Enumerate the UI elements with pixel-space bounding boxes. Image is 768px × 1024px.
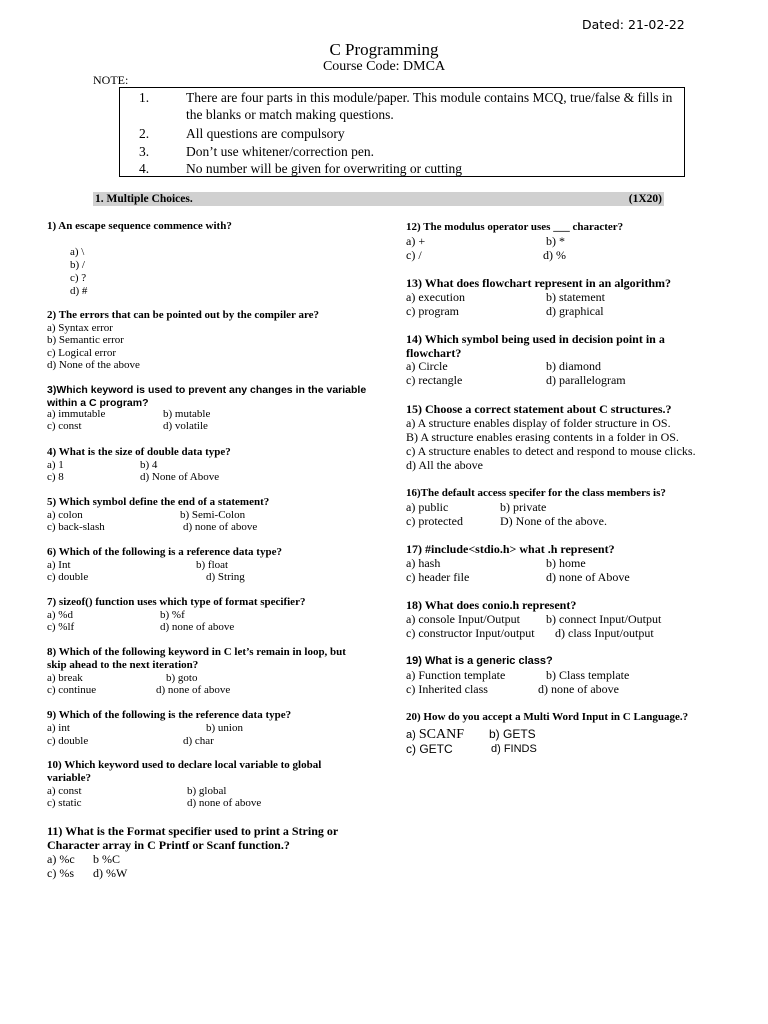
option: d) none of above bbox=[183, 521, 258, 533]
option: b) * bbox=[546, 234, 565, 248]
question-text: 17) #include<stdio.h> what .h represent? bbox=[406, 542, 615, 556]
option: b) diamond bbox=[546, 359, 601, 373]
option: c) protected bbox=[406, 514, 463, 528]
option: b) %f bbox=[160, 609, 185, 621]
option: c) %lf bbox=[47, 621, 75, 633]
option: a) Syntax error bbox=[47, 322, 113, 334]
option: a) Function template bbox=[406, 668, 506, 682]
option: c) %s bbox=[47, 866, 74, 880]
date-label: Dated: 21-02-22 bbox=[582, 17, 685, 32]
option: a) execution bbox=[406, 290, 465, 304]
option: b) GETS bbox=[489, 727, 536, 741]
option: c) constructor Input/output bbox=[406, 626, 535, 640]
notes-box bbox=[119, 87, 685, 177]
option: a) Circle bbox=[406, 359, 448, 373]
option: c) continue bbox=[47, 684, 97, 696]
option: c) double bbox=[47, 735, 89, 747]
question-text: 8) Which of the following keyword in C let’s remain in loop, but skip ahead to the next iteration? bbox=[47, 646, 346, 671]
question-text: 4) What is the size of double data type? bbox=[47, 446, 231, 458]
option: b) private bbox=[500, 500, 547, 514]
option: d) none of Above bbox=[546, 570, 630, 584]
option: c) back-slash bbox=[47, 521, 105, 533]
option: b) 4 bbox=[140, 459, 158, 471]
section-title: 1. Multiple Choices. bbox=[95, 193, 193, 205]
option: c) ? bbox=[70, 272, 87, 284]
option: d) none of above bbox=[187, 797, 262, 809]
option: d) None of the above bbox=[47, 359, 140, 371]
option: a) public bbox=[406, 500, 449, 514]
option: a) \ bbox=[70, 246, 85, 258]
option: b) goto bbox=[166, 672, 198, 684]
option: c) const bbox=[47, 420, 82, 432]
option: a) hash bbox=[406, 556, 441, 570]
question-text: 6) Which of the following is a reference data type? bbox=[47, 546, 282, 558]
option-value: SCANF bbox=[418, 727, 464, 742]
option: b %C bbox=[93, 852, 120, 866]
option: a) Int bbox=[47, 559, 71, 571]
note-label: NOTE: bbox=[93, 73, 129, 87]
option: c) 8 bbox=[47, 471, 64, 483]
option: d) None of Above bbox=[140, 471, 220, 483]
option: b) home bbox=[546, 556, 586, 570]
note-number: 4. bbox=[139, 161, 150, 176]
question-text: 11) What is the Format specifier used to print a String or Character array in C Printf or Scanf function.? bbox=[47, 824, 338, 852]
option: b) / bbox=[70, 259, 85, 271]
option: c) A structure enables to detect and respond to mouse clicks. bbox=[406, 444, 696, 458]
option: d) none of above bbox=[156, 684, 231, 696]
option: d) none of above bbox=[538, 682, 619, 696]
option: d) # bbox=[70, 285, 88, 297]
option: d) FINDS bbox=[491, 743, 537, 755]
option: d) % bbox=[543, 248, 566, 262]
option: c) rectangle bbox=[406, 373, 463, 387]
question-text: 20) How do you accept a Multi Word Input in C Language.? bbox=[406, 711, 689, 723]
section-marks: (1X20) bbox=[628, 193, 662, 205]
option: d) volatile bbox=[163, 420, 208, 432]
option-prefix: a) bbox=[406, 729, 419, 741]
note-text: There are four parts in this module/paper. This module contains MCQ, true/false & fills in the blanks or match making questions. bbox=[186, 90, 673, 122]
option: b) float bbox=[196, 559, 229, 571]
option: b) connect Input/Output bbox=[546, 612, 662, 626]
option: d) All the above bbox=[406, 458, 483, 472]
question-text: 7) sizeof() function uses which type of format specifier? bbox=[47, 596, 306, 608]
option: B) A structure enables erasing contents in a folder in OS. bbox=[406, 430, 679, 444]
question-text: 12) The modulus operator uses ___ character? bbox=[406, 221, 624, 233]
option: c) GETC bbox=[406, 742, 453, 756]
option bbox=[406, 729, 464, 742]
page-title: C Programming bbox=[329, 40, 439, 59]
option: a) console Input/Output bbox=[406, 612, 520, 626]
question-text: 15) Choose a correct statement about C structures.? bbox=[406, 402, 672, 416]
option: c) static bbox=[47, 797, 82, 809]
question-text: 19) What is a generic class? bbox=[406, 655, 553, 667]
option: D) None of the above. bbox=[500, 514, 607, 528]
course-code: Course Code: DMCA bbox=[322, 59, 446, 74]
question-text: 18) What does conio.h represent? bbox=[406, 598, 577, 612]
option: a) const bbox=[47, 785, 82, 797]
note-number: 3. bbox=[139, 144, 150, 159]
note-number: 2. bbox=[139, 126, 150, 141]
option: a) + bbox=[406, 234, 426, 248]
question-text: 3)Which keyword is used to prevent any changes in the variable within a C program? bbox=[47, 384, 367, 409]
option: c) Logical error bbox=[47, 347, 117, 359]
option: a) int bbox=[47, 722, 70, 734]
option: a) break bbox=[47, 672, 83, 684]
question-text: 13) What does flowchart represent in an algorithm? bbox=[406, 276, 671, 290]
option: b) statement bbox=[546, 290, 605, 304]
note-text: All questions are compulsory bbox=[186, 126, 345, 141]
question-text: 9) Which of the following is the reference data type? bbox=[47, 709, 292, 721]
option: b) Semantic error bbox=[47, 334, 124, 346]
note-text: Don’t use whitener/correction pen. bbox=[186, 144, 374, 159]
option: d) none of above bbox=[160, 621, 235, 633]
option: c) Inherited class bbox=[406, 682, 488, 696]
option: a) 1 bbox=[47, 459, 64, 471]
question-text: 5) Which symbol define the end of a statement? bbox=[47, 496, 270, 508]
option: c) header file bbox=[406, 570, 470, 584]
question-text: 1) An escape sequence commence with? bbox=[47, 220, 232, 232]
option: b) union bbox=[206, 722, 243, 734]
question-text: 10) Which keyword used to declare local variable to global variable? bbox=[47, 759, 322, 784]
option: c) program bbox=[406, 304, 459, 318]
option: d) %W bbox=[93, 866, 128, 880]
note-number: 1. bbox=[139, 90, 150, 105]
option: a) %c bbox=[47, 852, 75, 866]
option: c) double bbox=[47, 571, 89, 583]
question-text: 14) Which symbol being used in decision point in a flowchart? bbox=[406, 332, 665, 360]
option: a) colon bbox=[47, 509, 83, 521]
option: d) parallelogram bbox=[546, 373, 626, 387]
option: b) Class template bbox=[546, 668, 630, 682]
option: a) %d bbox=[47, 609, 73, 621]
option: c) / bbox=[406, 248, 422, 262]
question-text: 2) The errors that can be pointed out by the compiler are? bbox=[47, 309, 320, 321]
option: a) A structure enables display of folder structure in OS. bbox=[406, 416, 671, 430]
option: a) immutable bbox=[47, 408, 106, 420]
question-text: 16)The default access specifer for the class members is? bbox=[406, 487, 666, 499]
option: d) String bbox=[206, 571, 245, 583]
option: b) Semi-Colon bbox=[180, 509, 246, 521]
option: d) graphical bbox=[546, 304, 604, 318]
option: d) char bbox=[183, 735, 214, 747]
note-text: No number will be given for overwriting or cutting bbox=[186, 161, 462, 176]
option: d) class Input/output bbox=[555, 626, 654, 640]
option: b) mutable bbox=[163, 408, 211, 420]
option: b) global bbox=[187, 785, 227, 797]
